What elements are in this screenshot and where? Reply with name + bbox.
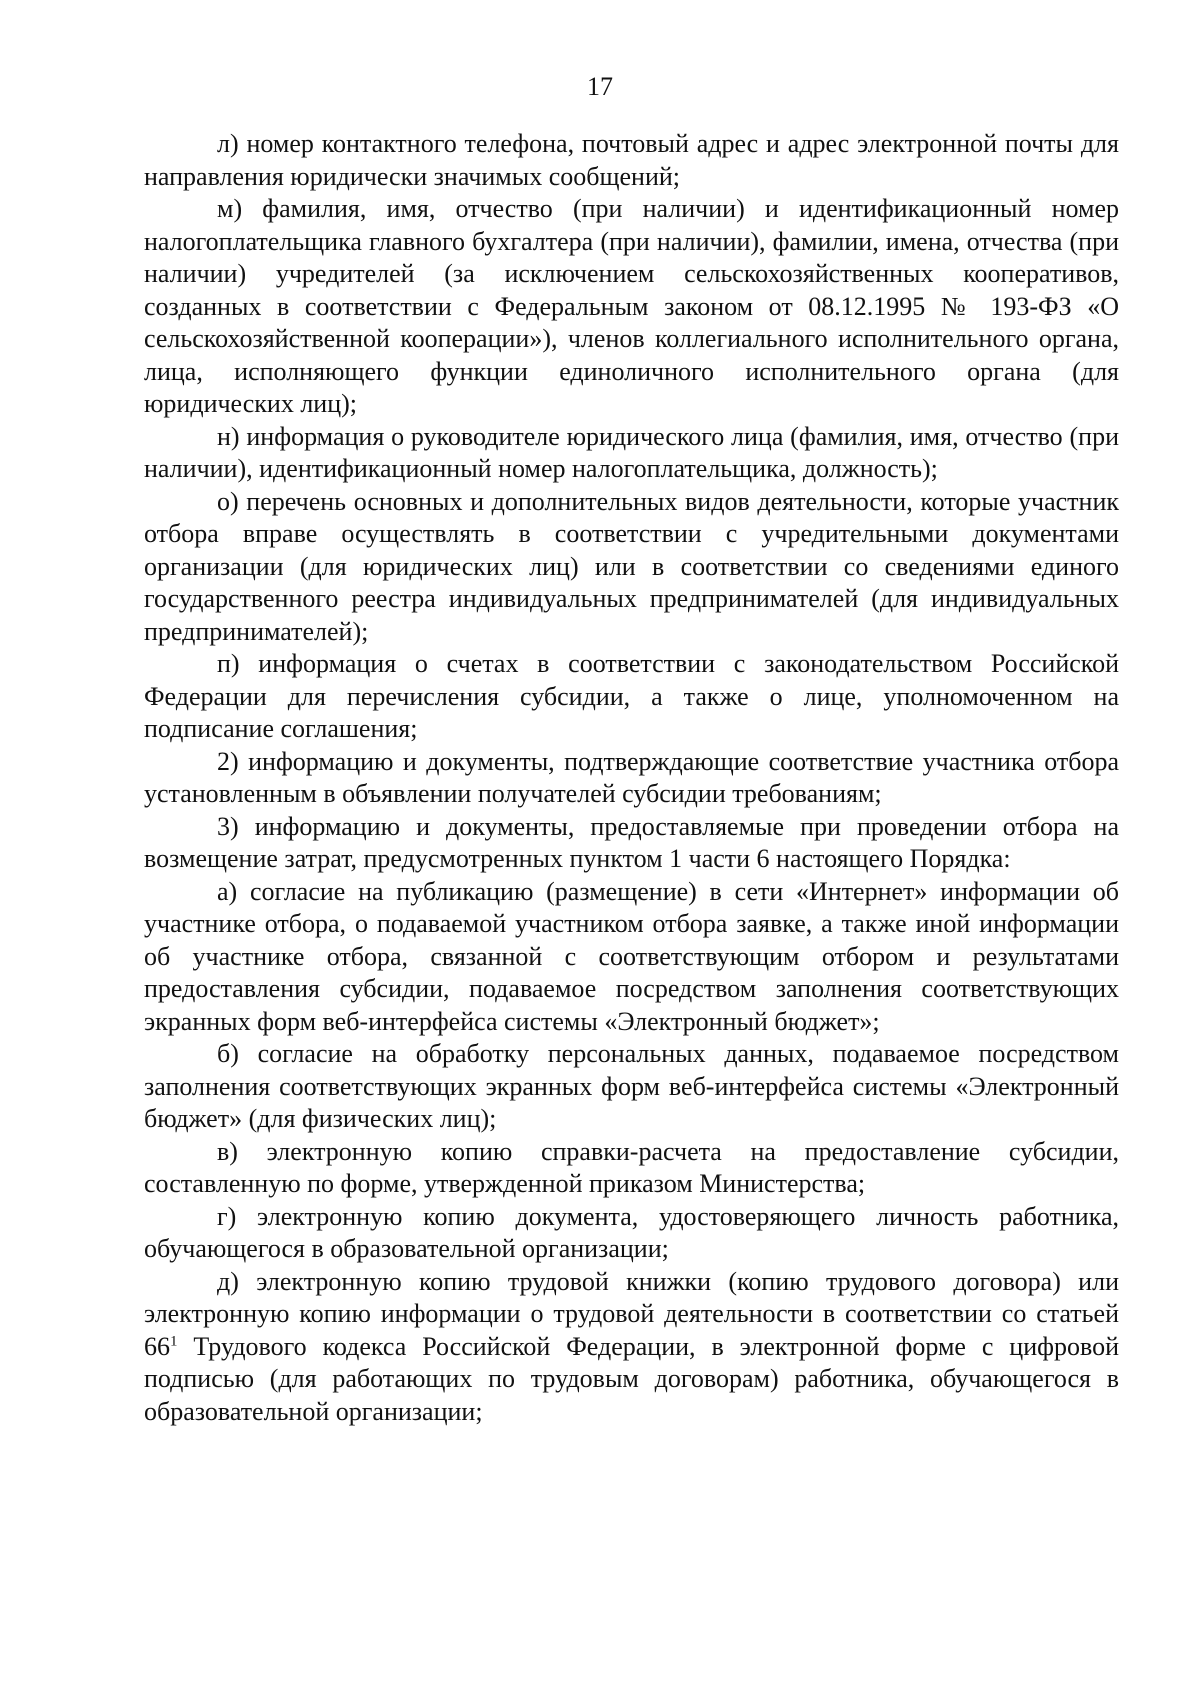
paragraph-p-accounts: п) информация о счетах в соответствии с законодательством Российской Федерации для перечисления субсидии, а также о лице, уполномоченном на подписание соглашения;: [144, 649, 1119, 743]
paragraph-a-publication-consent: а) согласие на публикацию (размещение) в сети «Интернет» информации об участнике отбора, о подаваемой участником отбора заявке, а также иной информации об участнике отбора, связанной с соответствующим отбором и результатами предоставления субсидии, подаваемое посредством заполнения соответствующих экранных форм веб-интерфейса системы «Электронный бюджет»;: [144, 876, 1119, 1036]
paragraph-v-calculation-copy: в) электронную копию справки-расчета на предоставление субсидии, составленную по форме, утвержденной приказом Министерства;: [144, 1136, 1119, 1198]
paragraph-n-head: н) информация о руководителе юридического лица (фамилия, имя, отчество (при наличии), идентификационный номер налогоплательщика, должность);: [144, 421, 1119, 483]
paragraph-d-text-before: д) электронную копию трудовой книжки (копию трудового договора) или электронную копию информации о трудовой деятельности в соответствии со статьей 66: [144, 1266, 1119, 1361]
paragraph-2-compliance: 2) информацию и документы, подтверждающие соответствие участника отбора установленным в объявлении получателей субсидии требованиям;: [144, 746, 1119, 808]
paragraph-l-contacts: л) номер контактного телефона, почтовый адрес и адрес электронной почты для направления юридически значимых сообщений;: [144, 129, 1119, 191]
document-body: [144, 128, 1119, 1428]
paragraph-m-persons: м) фамилия, имя, отчество (при наличии) и идентификационный номер налогоплательщика главного бухгалтера (при наличии), фамилии, имена, отчества (при наличии) учредителей (за исключением сельскохозяйственных кооперативов, созданных в соответствии с Федеральным законом от 08.12.1995 № 193-ФЗ «О сельскохозяйственной кооперации»), членов коллегиального исполнительного органа, лица, исполняющего функции единоличного исполнительного органа (для юридических лиц);: [144, 194, 1119, 418]
page-number: 17: [587, 72, 613, 101]
paragraph-g-identity-copy: г) электронную копию документа, удостоверяющего личность работника, обучающегося в образовательной организации;: [144, 1201, 1119, 1263]
paragraph-d-text-after: Трудового кодекса Российской Федерации, в электронной форме с цифровой подписью (для работающих по трудовым договорам) работника, обучающегося в образовательной организации;: [144, 1331, 1119, 1426]
paragraph-d-employment-copy: [144, 1266, 1119, 1429]
paragraph-b-personal-data-consent: б) согласие на обработку персональных данных, подаваемое посредством заполнения соответствующих экранных форм веб-интерфейса системы «Электронный бюджет» (для физических лиц);: [144, 1039, 1119, 1133]
paragraph-o-activities: о) перечень основных и дополнительных видов деятельности, которые участник отбора вправе осуществлять в соответствии с учредительными документами организации (для юридических лиц) или в соответствии со сведениями единого государственного реестра индивидуальных предпринимателей (для индивидуальных предпринимателей);: [144, 486, 1119, 646]
article-superscript: 1: [170, 1332, 178, 1349]
paragraph-3-documents: 3) информацию и документы, предоставляемые при проведении отбора на возмещение затрат, предусмотренных пунктом 1 части 6 настоящего Порядка:: [144, 811, 1119, 873]
